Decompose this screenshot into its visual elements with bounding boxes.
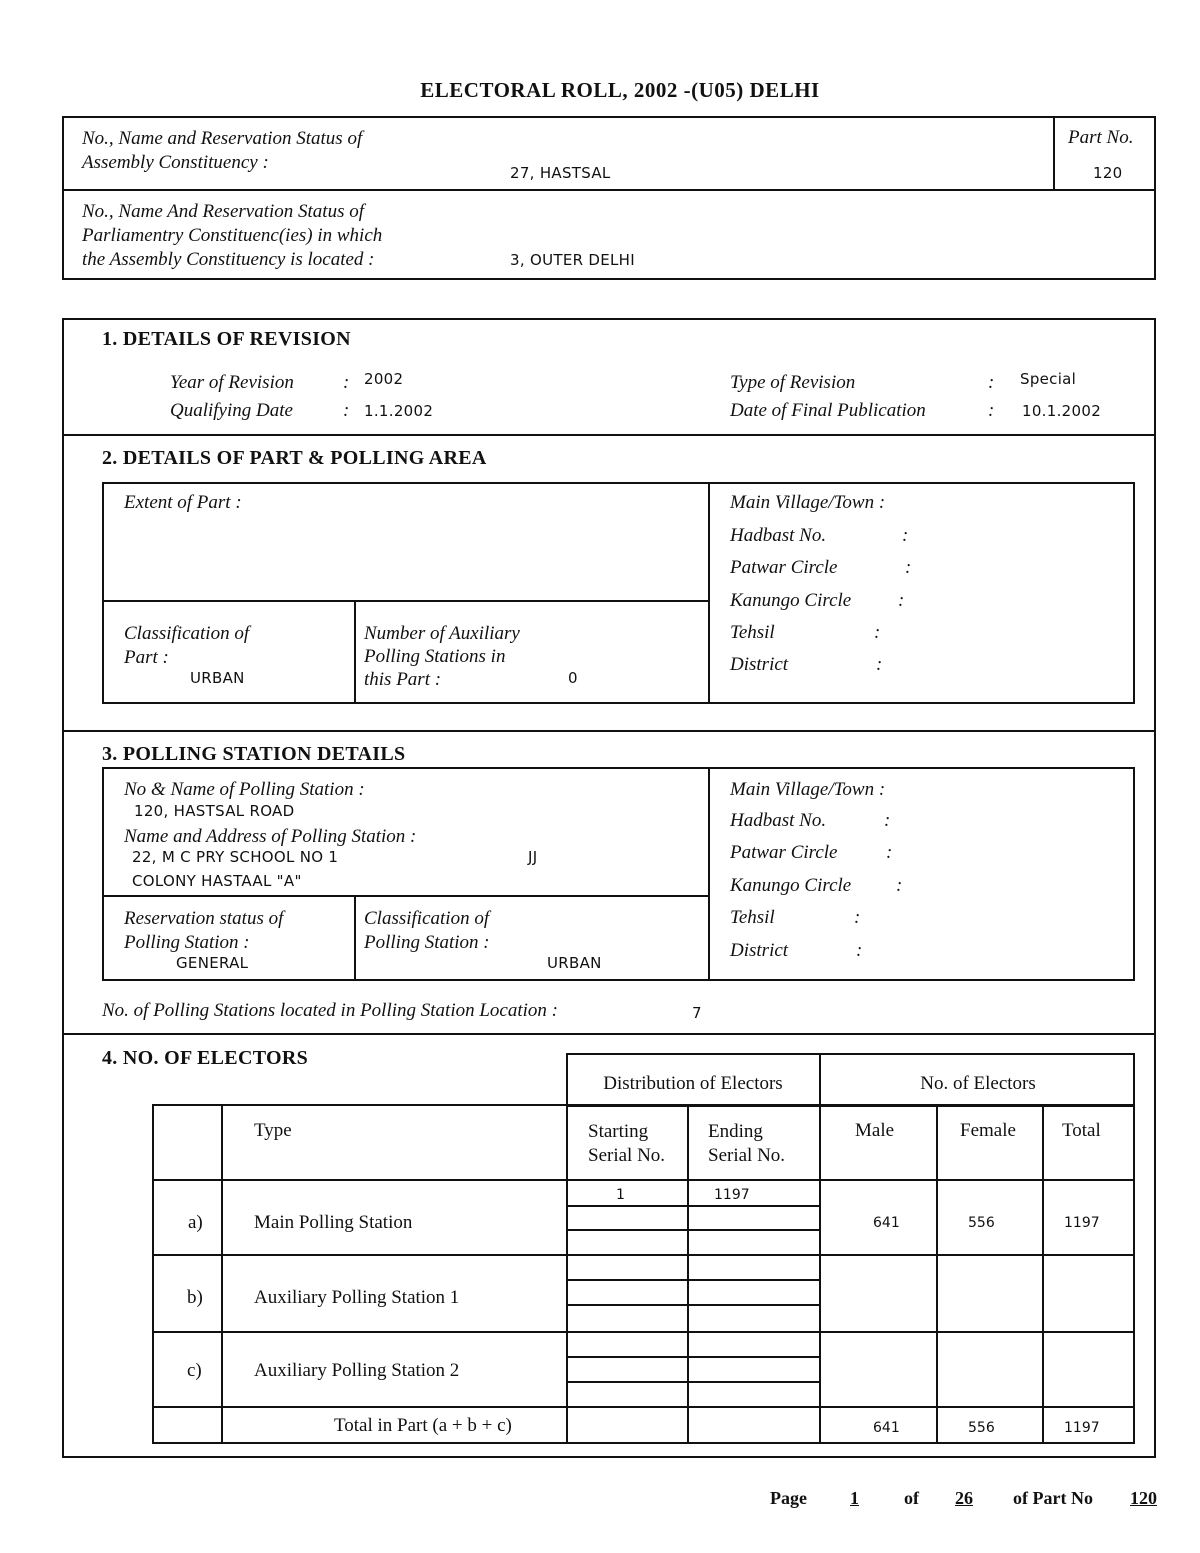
col-start-header-1: Starting [588,1121,649,1142]
ps-classification-label-1: Classification of [364,908,490,929]
row-a-male: 641 [873,1215,900,1231]
serial-subline-a1 [566,1205,820,1207]
aux-count-value: 0 [568,669,578,687]
ps-district-colon: : [856,940,863,961]
pc-label-line-1: No., Name And Reservation Status of [82,201,364,222]
pa-main-village-label: Main Village/Town : [730,492,886,513]
serial-subline-a2 [566,1229,820,1231]
document-title: ELECTORAL ROLL, 2002 -(U05) DELHI [420,78,820,102]
pa-tehsil-label: Tehsil [730,622,775,643]
row-b-type: Auxiliary Polling Station 1 [254,1287,460,1308]
ac-label-line-2: Assembly Constituency : [82,152,269,173]
pc-value: 3, OUTER DELHI [510,251,635,269]
row-line-a [152,1254,1135,1256]
pa-kanungo-colon: : [898,590,905,611]
ps-main-village-label: Main Village/Town : [730,779,886,800]
pc-label [82,200,382,272]
pa-hadbast-colon: : [902,525,909,546]
col-type-header: Type [254,1120,292,1141]
final-pub-colon: : [988,400,995,421]
qualifying-label: Qualifying Date [170,400,293,421]
ps-kanungo-label: Kanungo Circle [730,875,852,896]
ps-tehsil-label: Tehsil [730,907,775,928]
group-count-label: No. of Electors [920,1073,1036,1094]
aux-count-label-3: this Part : [364,669,442,690]
ps-address-line-2: COLONY HASTAAL "A" [132,872,302,890]
row-a-start: 1 [616,1187,625,1203]
ps-reservation-label [124,907,283,955]
col-divider-start [687,1104,689,1444]
part-no-value: 120 [1093,164,1123,182]
row-c-type: Auxiliary Polling Station 2 [254,1360,460,1381]
ps-location-count-value: 7 [692,1004,702,1022]
pa-district-label: District [730,654,789,675]
ps-no-name-value: 120, HASTSAL ROAD [134,802,295,820]
col-divider-male [936,1104,938,1444]
pa-tehsil-colon: : [874,622,881,643]
footer-part-value: 120 [1130,1488,1157,1508]
pa-district-colon: : [876,654,883,675]
col-divider-end [819,1104,821,1444]
type-colon: : [988,372,995,393]
footer-page-value: 1 [850,1488,859,1508]
col-female-header: Female [960,1120,1016,1141]
serial-subline-b1 [566,1279,820,1281]
ps-no-name-label: No & Name of Polling Station : [124,779,365,800]
part-area-heading: 2. DETAILS OF PART & POLLING AREA [102,447,487,469]
part-area-inner-vdivider [354,600,356,704]
part-area-hdivider [102,600,709,602]
total-total: 1197 [1064,1420,1100,1436]
col-divider-type [566,1104,568,1444]
ac-label-line-1: No., Name and Reservation Status of [82,128,363,149]
part-classification-label-1: Classification of [124,623,250,644]
ps-address-label: Name and Address of Polling Station : [124,826,417,847]
ps-address-line-1b: JJ [528,848,538,866]
group-distribution-label: Distribution of Electors [603,1073,783,1094]
row-c-index: c) [187,1360,202,1381]
aux-count-label [364,622,520,691]
col-divider-female [1042,1104,1044,1444]
ps-hdivider [102,895,709,897]
ps-classification-label-2: Polling Station : [364,932,490,953]
section-2-divider [62,730,1156,732]
total-row-label: Total in Part (a + b + c) [334,1415,512,1436]
row-line-c [152,1406,1135,1408]
pa-patwar-colon: : [905,557,912,578]
ps-inner-vdivider [354,895,356,981]
ps-location-count-label: No. of Polling Stations located in Polling Station Location : [102,1000,558,1021]
part-no-label: Part No. [1068,127,1134,148]
part-no-divider [1053,116,1055,190]
footer-part-label: of Part No [1013,1488,1093,1508]
ps-address-line-1: 22, M C PRY SCHOOL NO 1 [132,848,339,866]
row-a-end: 1197 [714,1187,750,1203]
final-pub-label: Date of Final Publication [730,400,926,421]
col-male-header: Male [855,1120,895,1141]
revision-heading: 1. DETAILS OF REVISION [102,328,351,350]
section-3-divider [62,1033,1156,1035]
col-divider-idx [221,1104,223,1444]
type-label: Type of Revision [730,372,856,393]
serial-subline-c1 [566,1356,820,1358]
qualifying-value: 1.1.2002 [364,402,434,420]
col-end-header-2: Serial No. [708,1145,786,1166]
ps-classification-value: URBAN [547,954,602,972]
ps-hadbast-colon: : [884,810,891,831]
pa-hadbast-label: Hadbast No. [730,525,827,546]
ps-hadbast-label: Hadbast No. [730,810,827,831]
ps-patwar-label: Patwar Circle [730,842,838,863]
footer-page-label: Page [770,1488,807,1508]
part-classification-value: URBAN [190,669,245,687]
total-male: 641 [873,1420,900,1436]
ps-classification-label [364,907,490,955]
header-divider [62,189,1156,191]
part-area-vdivider [708,482,710,704]
serial-subline-b2 [566,1304,820,1306]
col-end-header-1: Ending [708,1121,763,1142]
part-area-box [102,482,1135,704]
row-a-type: Main Polling Station [254,1212,413,1233]
ps-vdivider [708,767,710,981]
ps-reservation-label-1: Reservation status of [124,908,284,929]
polling-station-heading: 3. POLLING STATION DETAILS [102,743,406,765]
col-start-header-2: Serial No. [588,1145,666,1166]
pc-label-line-3: the Assembly Constituency is located : [82,249,375,270]
ps-patwar-colon: : [886,842,893,863]
part-classification-label [124,622,249,670]
year-label: Year of Revision [170,372,294,393]
ps-district-label: District [730,940,789,961]
year-value: 2002 [364,370,404,388]
final-pub-value: 10.1.2002 [1022,402,1102,420]
footer-of-label: of [904,1488,919,1508]
electors-heading: 4. NO. OF ELECTORS [102,1047,308,1069]
ps-tehsil-colon: : [854,907,861,928]
total-female: 556 [968,1420,995,1436]
row-line-header [152,1179,1135,1181]
qualifying-colon: : [343,400,350,421]
pa-patwar-label: Patwar Circle [730,557,838,578]
footer-of-value: 26 [955,1488,973,1508]
row-line-b [152,1331,1135,1333]
ps-reservation-label-2: Polling Station : [124,932,250,953]
aux-count-label-1: Number of Auxiliary [364,623,520,644]
extent-label: Extent of Part : [124,492,242,513]
ps-reservation-value: GENERAL [176,954,249,972]
col-start-header [588,1120,665,1168]
ps-kanungo-colon: : [896,875,903,896]
pa-kanungo-label: Kanungo Circle [730,590,852,611]
year-colon: : [343,372,350,393]
pc-label-line-2: Parliamentry Constituenc(ies) in which [82,225,383,246]
ac-label [82,127,362,175]
part-classification-label-2: Part : [124,647,169,668]
row-a-female: 556 [968,1215,995,1231]
section-1-divider [62,434,1156,436]
row-b-index: b) [187,1287,203,1308]
ac-value: 27, HASTSAL [510,164,611,182]
serial-subline-c2 [566,1381,820,1383]
aux-count-label-2: Polling Stations in [364,646,506,667]
type-value: Special [1020,370,1077,388]
col-end-header [708,1120,785,1168]
row-a-total: 1197 [1064,1215,1100,1231]
col-total-header: Total [1062,1120,1101,1141]
row-a-index: a) [188,1212,203,1233]
